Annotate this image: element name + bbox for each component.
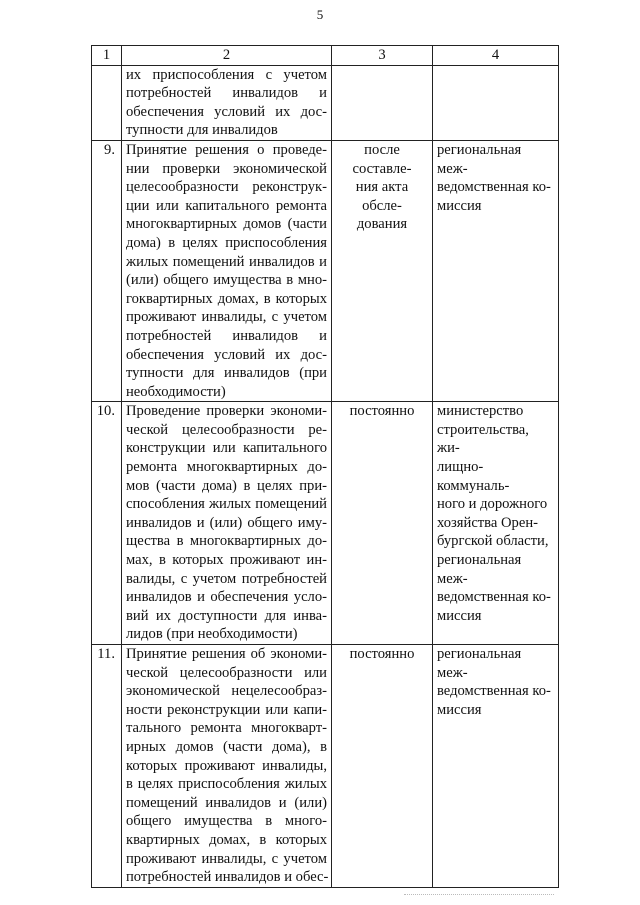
text-line: проживают инвалиды, с учетом: [126, 309, 327, 326]
text-line: конструкции или капитального: [126, 440, 327, 457]
text-line: обеспечения условий их дос-: [126, 103, 327, 120]
column-responsible-header: 4: [433, 46, 559, 66]
row-term: [332, 65, 433, 140]
row-number: 10.: [92, 402, 122, 645]
text-line: постоянно: [349, 403, 415, 420]
text-line: потребностей инвалидов и: [126, 85, 327, 102]
text-line: тупности для инвалидов (при: [126, 365, 327, 382]
text-line: жилых помещений инвалидов и: [126, 253, 327, 270]
text-line: региональная меж-: [437, 141, 522, 177]
text-line: дования: [356, 216, 408, 233]
row-term: [332, 645, 433, 888]
row-description: [122, 402, 332, 645]
text-line: Принятие решения о проведе-: [126, 141, 327, 158]
text-line: инвалидов и (или) общего иму-: [126, 514, 327, 531]
table-row: [92, 402, 559, 645]
text-line: (или) общего имущества в мно-: [126, 272, 327, 289]
column-term-header: 3: [332, 46, 433, 66]
text-line: ремонта многоквартирных до-: [126, 459, 327, 476]
text-line: хозяйства Орен-: [437, 514, 538, 531]
text-line: ведомственная ко-: [437, 179, 551, 196]
text-line: ческой целесообразности или: [126, 664, 327, 681]
text-line: валиды, с учетом потребностей: [126, 570, 327, 587]
text-line: необходимости): [126, 383, 226, 400]
row-number: 11.: [92, 645, 122, 888]
table-row: [92, 65, 559, 140]
row-number: 9.: [92, 140, 122, 401]
text-line: ирных домов (части дома), в: [126, 738, 327, 755]
text-line: общего имущества в много-: [126, 813, 327, 830]
text-line: миссия: [437, 607, 482, 624]
text-line: ческой целесообразности ре-: [126, 421, 327, 438]
row-responsible: [433, 65, 559, 140]
table-header-row: [92, 46, 559, 66]
text-line: лищно-коммуналь-: [437, 459, 510, 494]
row-responsible: [433, 645, 559, 888]
text-line: тупности для инвалидов: [126, 122, 278, 139]
text-line: гоквартирных домах, в которых: [126, 290, 327, 307]
row-description: [122, 645, 332, 888]
table-row: [92, 140, 559, 401]
text-line: мах, в которых проживают ин-: [126, 552, 327, 569]
text-line: в целях приспособления жилых: [126, 776, 327, 793]
text-line: которых проживают инвалиды,: [126, 757, 327, 774]
text-line: Принятие решения об экономи-: [126, 646, 327, 662]
text-line: проживают инвалиды, с учетом: [126, 850, 327, 867]
row-responsible: [433, 402, 559, 645]
text-line: потребностей инвалидов и обес-: [126, 869, 329, 886]
text-line: постоянно: [349, 646, 415, 662]
row-term: [332, 402, 433, 645]
text-line: их приспособления с учетом: [126, 66, 327, 83]
text-line: миссия: [437, 701, 482, 718]
row-description: [122, 140, 332, 401]
text-line: региональная меж-: [437, 646, 522, 681]
column-number-header: 1: [92, 46, 122, 66]
text-line: потребностей инвалидов и: [126, 327, 327, 344]
text-line: региональная меж-: [437, 552, 522, 587]
text-line: ности реконструкции или капи-: [126, 701, 327, 718]
text-line: вий их доступности для инва-: [126, 607, 327, 624]
text-line: помещений инвалидов и (или): [126, 794, 327, 811]
text-line: после составле-: [352, 141, 412, 177]
text-line: миссия: [437, 197, 482, 214]
text-line: ведомственная ко-: [437, 589, 551, 606]
text-line: целесообразности реконструк-: [126, 179, 327, 196]
text-line: инвалидов и обеспечения усло-: [126, 589, 327, 606]
text-line: квартирных домах, в которых: [126, 831, 327, 848]
row-term: [332, 140, 433, 401]
text-line: нии проверки экономической: [126, 160, 327, 177]
text-line: способления жилых помещений: [126, 496, 327, 513]
text-line: ции или капитального ремонта: [126, 197, 327, 214]
text-line: Проведение проверки экономи-: [126, 403, 327, 420]
text-line: тального ремонта многокварт-: [126, 720, 327, 737]
page-bottom-mark: [404, 894, 554, 896]
text-line: бургской области,: [437, 533, 549, 550]
row-description: [122, 65, 332, 140]
text-line: экономической нецелесообраз-: [126, 683, 327, 700]
text-line: обеспечения условий их дос-: [126, 346, 327, 363]
text-line: ния акта обсле-: [355, 179, 409, 214]
text-line: дома) в целях приспособления: [126, 234, 327, 251]
text-line: строительства, жи-: [437, 421, 529, 457]
text-line: ного и дорожного: [437, 496, 548, 513]
text-line: ведомственная ко-: [437, 683, 551, 700]
document-table: [91, 45, 559, 888]
table-row: [92, 645, 559, 888]
text-line: лидов (при необходимости): [126, 626, 298, 643]
text-line: министерство: [437, 403, 524, 420]
text-line: мов (части дома) в целях при-: [126, 477, 327, 494]
page-number: 5: [316, 7, 324, 22]
text-line: щества в многоквартирных до-: [126, 533, 327, 550]
row-number: [92, 65, 122, 140]
row-responsible: [433, 140, 559, 401]
column-description-header: 2: [122, 46, 332, 66]
text-line: многоквартирных домов (части: [126, 216, 327, 233]
